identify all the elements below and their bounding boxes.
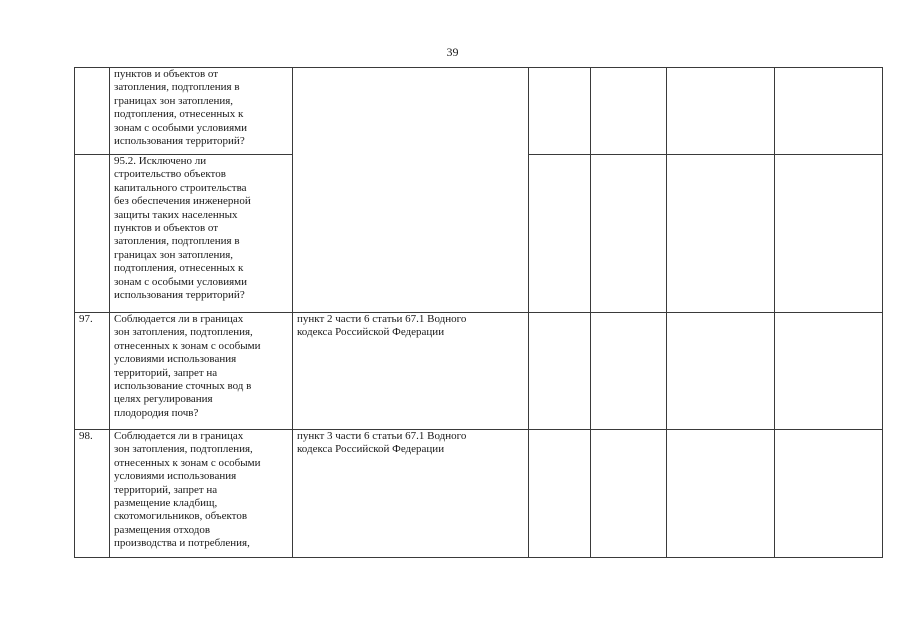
table-row [75, 313, 883, 430]
notes-cell [775, 155, 883, 313]
question-cell [110, 155, 293, 313]
answer-cell-yes [529, 155, 591, 313]
answer-cell-na [667, 155, 775, 313]
row-number-cell [75, 430, 110, 558]
row-number: 98. [79, 430, 93, 442]
reference-text: пункт 2 части 6 статьи 67.1 Водного кодекса Российской Федерации [297, 313, 467, 339]
answer-cell-no [591, 313, 667, 430]
answer-cell-yes [529, 68, 591, 155]
question-cell [110, 430, 293, 558]
answer-cell-yes [529, 313, 591, 430]
question-text: Соблюдается ли в границах зон затопления, подтопления, отнесенных к зонам с особыми условиями использования территорий, запрет на размещение кладбищ, скотомогильников, объектов размещения отходов производства и потребления, [114, 430, 261, 550]
question-text: пунктов и объектов от затопления, подтопления в границах зон затопления, подтопления, отнесенных к зонам с особыми условиями использования территорий? [114, 68, 247, 148]
row-number-cell [75, 68, 110, 155]
reference-cell [293, 68, 529, 313]
row-number-cell [75, 313, 110, 430]
requirements-table [74, 67, 883, 558]
reference-cell [293, 430, 529, 558]
page-number: 39 [446, 45, 459, 59]
reference-cell [293, 313, 529, 430]
question-text: 95.2. Исключено ли строительство объектов капитального строительства без обеспечения инженерной защиты таких населенных пунктов и объектов от затопления, подтопления в границах зон затопления, подтопления, отнесенных к зонам с особыми условиями использования территорий? [114, 155, 251, 302]
answer-cell-na [667, 68, 775, 155]
notes-cell [775, 68, 883, 155]
row-number: 97. [79, 313, 93, 325]
notes-cell [775, 430, 883, 558]
question-text: Соблюдается ли в границах зон затопления, подтопления, отнесенных к зонам с особыми условиями использования территорий, запрет на использование сточных вод в целях регулирования плодородия почв? [114, 313, 261, 419]
reference-text: пункт 3 части 6 статьи 67.1 Водного кодекса Российской Федерации [297, 430, 467, 456]
answer-cell-no [591, 430, 667, 558]
answer-cell-no [591, 155, 667, 313]
table-row [75, 68, 883, 155]
answer-cell-na [667, 313, 775, 430]
table-row [75, 430, 883, 558]
row-number-cell [75, 155, 110, 313]
notes-cell [775, 313, 883, 430]
question-cell [110, 313, 293, 430]
answer-cell-yes [529, 430, 591, 558]
question-cell [110, 68, 293, 155]
answer-cell-no [591, 68, 667, 155]
answer-cell-na [667, 430, 775, 558]
